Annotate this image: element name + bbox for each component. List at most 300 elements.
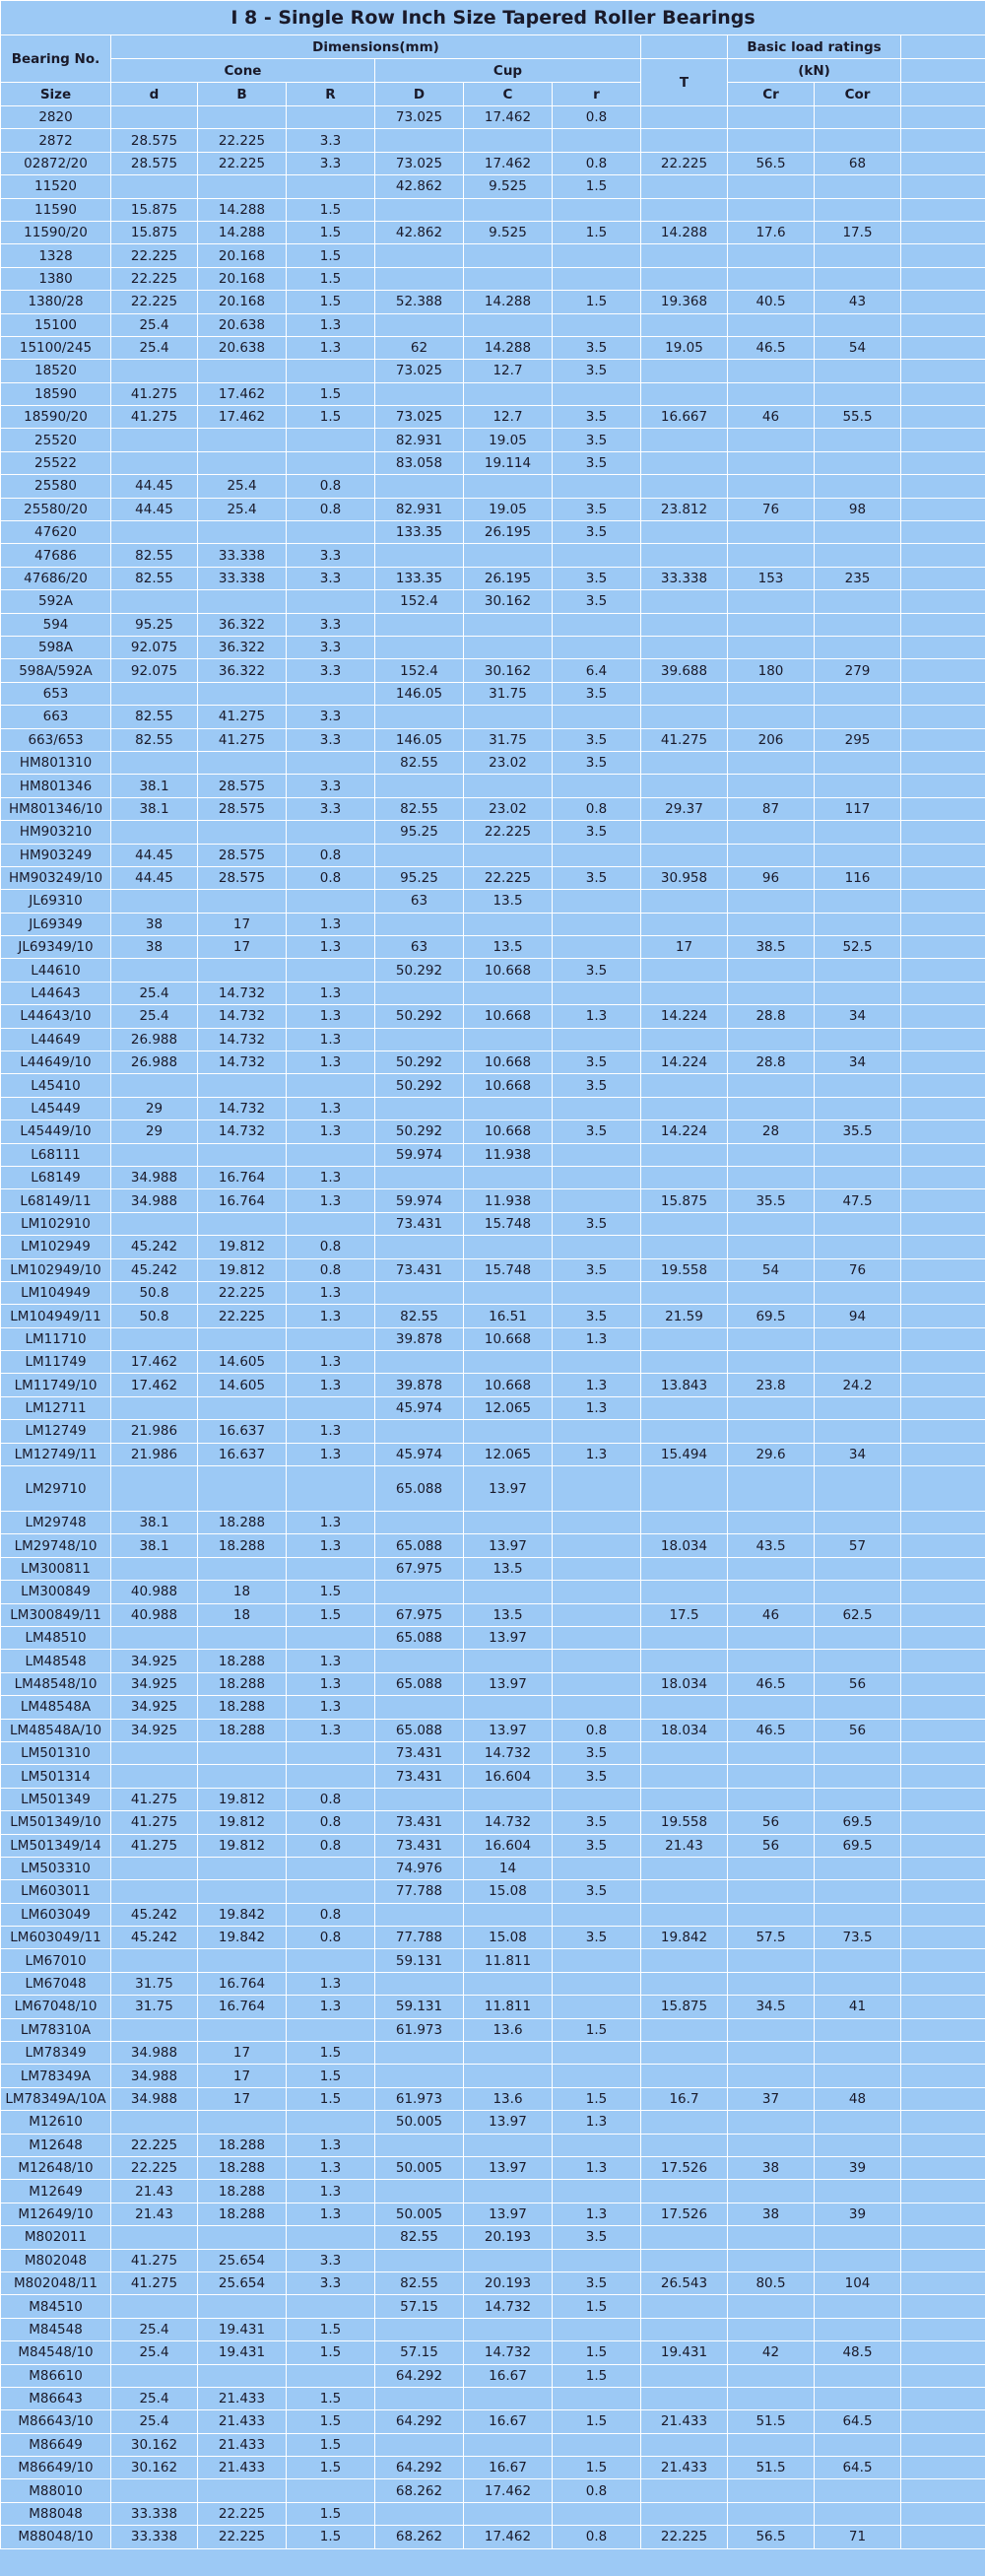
cell-Cor — [815, 1351, 901, 1374]
cell-D: 68.262 — [375, 2526, 464, 2548]
cell-size: M12610 — [1, 2111, 111, 2134]
table-row — [1, 1696, 985, 1719]
cell-R: 3.3 — [287, 659, 375, 682]
cell-R — [287, 1627, 375, 1650]
cell-empty — [901, 866, 985, 889]
cell-d: 82.55 — [111, 544, 198, 567]
cell-B: 14.732 — [198, 1051, 287, 1074]
cell-r: 1.3 — [553, 1327, 641, 1350]
cell-r — [553, 1949, 641, 1972]
cell-d: 31.75 — [111, 1972, 198, 1995]
cell-C — [464, 913, 553, 935]
cell-Cor — [815, 451, 901, 474]
cell-Cr — [728, 1351, 815, 1374]
table-row — [1, 706, 985, 728]
cell-size: LM104949 — [1, 1281, 111, 1304]
cell-C — [464, 2502, 553, 2525]
table-row — [1, 1327, 985, 1350]
cell-T — [641, 451, 728, 474]
cell-B: 21.433 — [198, 2433, 287, 2456]
cell-Cr: 96 — [728, 866, 815, 889]
cell-C: 14.288 — [464, 291, 553, 313]
cell-empty — [901, 567, 985, 589]
table-row — [1, 2502, 985, 2525]
cell-B: 18.288 — [198, 2180, 287, 2203]
table-row — [1, 2065, 985, 2087]
cell-empty — [901, 1097, 985, 1119]
cell-Cr — [728, 198, 815, 221]
cell-C: 13.97 — [464, 2111, 553, 2134]
cell-empty — [901, 1420, 985, 1443]
cell-C — [464, 1581, 553, 1603]
cell-r — [553, 1603, 641, 1626]
cell-T — [641, 1074, 728, 1097]
cell-r — [553, 1696, 641, 1719]
cell-empty — [901, 1327, 985, 1350]
cell-d — [111, 2364, 198, 2387]
cell-B — [198, 1741, 287, 1764]
cell-d — [111, 1765, 198, 1788]
cell-size: 25580/20 — [1, 498, 111, 520]
cell-Cor: 48 — [815, 2087, 901, 2110]
cell-R — [287, 1557, 375, 1580]
cell-Cr — [728, 2042, 815, 2065]
table-row — [1, 866, 985, 889]
cell-T — [641, 1741, 728, 1764]
cell-R: 1.3 — [287, 1281, 375, 1304]
cell-Cr — [728, 2318, 815, 2340]
cell-Cr — [728, 2018, 815, 2041]
cell-Cr — [728, 1097, 815, 1119]
cell-T — [641, 613, 728, 636]
cell-D: 74.976 — [375, 1857, 464, 1879]
cell-Cr: 51.5 — [728, 2410, 815, 2433]
cell-empty — [901, 913, 985, 935]
cell-B: 14.605 — [198, 1374, 287, 1396]
cell-R — [287, 2364, 375, 2387]
cell-r: 3.5 — [553, 1212, 641, 1235]
cell-Cr: 38 — [728, 2156, 815, 2179]
cell-empty — [901, 636, 985, 658]
cell-D: 67.975 — [375, 1557, 464, 1580]
cell-size: 18590 — [1, 382, 111, 405]
cell-size: L44649 — [1, 1028, 111, 1051]
table-row — [1, 2271, 985, 2294]
cell-Cr — [728, 175, 815, 198]
table-row — [1, 797, 985, 820]
cell-D: 73.025 — [375, 360, 464, 382]
cell-Cor — [815, 751, 901, 774]
cell-Cor — [815, 2111, 901, 2134]
cell-size: M12648 — [1, 2134, 111, 2156]
cell-r — [553, 636, 641, 658]
cell-R: 3.3 — [287, 129, 375, 152]
cell-R — [287, 521, 375, 544]
cell-r: 1.5 — [553, 221, 641, 243]
cell-Cor: 34 — [815, 1443, 901, 1465]
cell-R: 1.3 — [287, 1972, 375, 1995]
cell-R: 3.3 — [287, 613, 375, 636]
cell-R: 1.3 — [287, 313, 375, 336]
cell-size: M84548 — [1, 2318, 111, 2340]
cell-r: 3.5 — [553, 498, 641, 520]
cell-Cor — [815, 1097, 901, 1119]
cell-empty — [901, 2111, 985, 2134]
cell-B — [198, 2479, 287, 2502]
cell-empty — [901, 221, 985, 243]
cell-r — [553, 2387, 641, 2409]
cell-Cr: 42 — [728, 2341, 815, 2364]
cell-R — [287, 451, 375, 474]
cell-size: LM48548/10 — [1, 1672, 111, 1695]
cell-T — [641, 1650, 728, 1672]
cell-r: 3.5 — [553, 2271, 641, 2294]
cell-size: 11590 — [1, 198, 111, 221]
cell-B: 18.288 — [198, 1696, 287, 1719]
table-row — [1, 1949, 985, 1972]
cell-R — [287, 1765, 375, 1788]
cell-Cr: 17.6 — [728, 221, 815, 243]
cell-empty — [901, 267, 985, 290]
cell-d — [111, 521, 198, 544]
cell-d — [111, 1857, 198, 1879]
cell-d: 95.25 — [111, 613, 198, 636]
cell-T — [641, 244, 728, 267]
cell-r: 0.8 — [553, 152, 641, 174]
cell-R: 1.5 — [287, 2502, 375, 2525]
table-row — [1, 106, 985, 129]
cell-Cr: 38 — [728, 2203, 815, 2225]
cell-Cor — [815, 1143, 901, 1166]
cell-D — [375, 2249, 464, 2271]
table-row — [1, 521, 985, 544]
cell-C: 19.05 — [464, 498, 553, 520]
cell-empty — [901, 613, 985, 636]
cell-empty — [901, 1949, 985, 1972]
cell-r: 3.5 — [553, 1074, 641, 1097]
cell-T — [641, 429, 728, 451]
cell-B — [198, 175, 287, 198]
cell-d — [111, 360, 198, 382]
cell-B: 14.732 — [198, 982, 287, 1004]
cell-T — [641, 1351, 728, 1374]
cell-T — [641, 1212, 728, 1235]
cell-D — [375, 2502, 464, 2525]
cell-r — [553, 1420, 641, 1443]
cell-size: 598A/592A — [1, 659, 111, 682]
cell-size: HM801310 — [1, 751, 111, 774]
cell-T — [641, 382, 728, 405]
cell-Cor — [815, 313, 901, 336]
cell-D: 64.292 — [375, 2410, 464, 2433]
cell-D: 57.15 — [375, 2295, 464, 2318]
cell-empty — [901, 498, 985, 520]
cell-empty — [901, 1281, 985, 1304]
cell-R: 0.8 — [287, 498, 375, 520]
cell-C: 12.065 — [464, 1443, 553, 1465]
cell-B: 18.288 — [198, 1534, 287, 1557]
cell-B: 28.575 — [198, 775, 287, 797]
cell-d: 50.8 — [111, 1281, 198, 1304]
cell-T: 22.225 — [641, 152, 728, 174]
cell-empty — [901, 198, 985, 221]
cell-D — [375, 636, 464, 658]
cell-D: 83.058 — [375, 451, 464, 474]
cell-T — [641, 129, 728, 152]
cell-T — [641, 2479, 728, 2502]
cell-C — [464, 636, 553, 658]
cell-R: 3.3 — [287, 636, 375, 658]
cell-T — [641, 175, 728, 198]
cell-d: 29 — [111, 1120, 198, 1143]
cell-r — [553, 2134, 641, 2156]
cell-C: 9.525 — [464, 175, 553, 198]
cell-empty — [901, 1903, 985, 1926]
cell-d: 25.4 — [111, 313, 198, 336]
cell-d: 21.986 — [111, 1443, 198, 1465]
cell-d: 92.075 — [111, 636, 198, 658]
cell-size: LM48548A/10 — [1, 1719, 111, 1741]
table-row — [1, 544, 985, 567]
cell-empty — [901, 1581, 985, 1603]
cell-Cr — [728, 451, 815, 474]
cell-B — [198, 1949, 287, 1972]
cell-T — [641, 751, 728, 774]
cell-size: L44610 — [1, 959, 111, 982]
cell-D — [375, 613, 464, 636]
cell-size: LM12711 — [1, 1396, 111, 1419]
cell-Cor — [815, 2502, 901, 2525]
cell-Cor — [815, 544, 901, 567]
table-row — [1, 1788, 985, 1810]
cell-d: 41.275 — [111, 382, 198, 405]
table-row — [1, 728, 985, 751]
cell-Cor: 117 — [815, 797, 901, 820]
cell-B: 19.842 — [198, 1927, 287, 1949]
cell-Cr — [728, 821, 815, 844]
cell-empty — [901, 382, 985, 405]
cell-Cor: 56 — [815, 1672, 901, 1695]
cell-size: 47620 — [1, 521, 111, 544]
cell-r — [553, 936, 641, 959]
table-row — [1, 1097, 985, 1119]
cell-d: 33.338 — [111, 2502, 198, 2525]
table-row — [1, 267, 985, 290]
cell-R — [287, 1741, 375, 1764]
cell-Cr — [728, 475, 815, 498]
cell-r: 3.5 — [553, 728, 641, 751]
cell-T: 23.812 — [641, 498, 728, 520]
cell-D: 77.788 — [375, 1880, 464, 1903]
cell-B — [198, 2364, 287, 2387]
table-row — [1, 475, 985, 498]
cell-D: 42.862 — [375, 221, 464, 243]
cell-T — [641, 1903, 728, 1926]
cell-Cr — [728, 751, 815, 774]
cell-Cr — [728, 244, 815, 267]
cell-D — [375, 2387, 464, 2409]
table-row — [1, 890, 985, 913]
cell-Cor: 235 — [815, 567, 901, 589]
cell-B: 18.288 — [198, 1650, 287, 1672]
table-row — [1, 2479, 985, 2502]
cell-r — [553, 1281, 641, 1304]
cell-r: 1.3 — [553, 1374, 641, 1396]
cell-empty — [901, 429, 985, 451]
header-cup: Cup — [375, 59, 641, 83]
cell-T: 33.338 — [641, 567, 728, 589]
cell-d: 40.988 — [111, 1581, 198, 1603]
cell-Cr — [728, 1627, 815, 1650]
cell-d — [111, 1327, 198, 1350]
cell-empty — [901, 2410, 985, 2433]
cell-B: 33.338 — [198, 567, 287, 589]
cell-d: 82.55 — [111, 728, 198, 751]
cell-empty — [901, 1351, 985, 1374]
cell-size: LM29748/10 — [1, 1534, 111, 1557]
cell-T — [641, 1880, 728, 1903]
cell-Cr: 54 — [728, 1258, 815, 1281]
cell-size: LM503310 — [1, 1857, 111, 1879]
cell-Cr — [728, 1650, 815, 1672]
cell-C: 13.6 — [464, 2087, 553, 2110]
cell-Cor: 68 — [815, 152, 901, 174]
cell-empty — [901, 1396, 985, 1419]
table-row — [1, 382, 985, 405]
cell-R: 3.3 — [287, 706, 375, 728]
cell-T: 30.958 — [641, 866, 728, 889]
cell-R — [287, 1857, 375, 1879]
cell-T: 15.494 — [641, 1443, 728, 1465]
cell-C: 14.732 — [464, 2295, 553, 2318]
cell-B: 19.812 — [198, 1834, 287, 1857]
cell-R: 0.8 — [287, 1236, 375, 1258]
cell-Cr — [728, 2226, 815, 2249]
cell-T: 19.558 — [641, 1811, 728, 1834]
cell-Cor — [815, 382, 901, 405]
cell-C: 13.5 — [464, 1557, 553, 1580]
cell-r — [553, 244, 641, 267]
cell-empty — [901, 1857, 985, 1879]
cell-empty — [901, 1880, 985, 1903]
cell-d — [111, 429, 198, 451]
cell-B: 19.812 — [198, 1811, 287, 1834]
cell-Cr — [728, 429, 815, 451]
cell-B: 18.288 — [198, 2134, 287, 2156]
cell-empty — [901, 1603, 985, 1626]
cell-d — [111, 1741, 198, 1764]
cell-d — [111, 821, 198, 844]
cell-B — [198, 959, 287, 982]
cell-empty — [901, 1719, 985, 1741]
cell-Cor: 69.5 — [815, 1811, 901, 1834]
cell-size: 47686/20 — [1, 567, 111, 589]
cell-Cor — [815, 590, 901, 613]
cell-T — [641, 844, 728, 866]
cell-C: 10.668 — [464, 1005, 553, 1028]
cell-r: 1.3 — [553, 2156, 641, 2179]
cell-R: 1.3 — [287, 1420, 375, 1443]
cell-r: 0.8 — [553, 1719, 641, 1741]
cell-D: 50.005 — [375, 2203, 464, 2225]
cell-size: LM300849/11 — [1, 1603, 111, 1626]
cell-Cr — [728, 1281, 815, 1304]
cell-empty — [901, 544, 985, 567]
cell-T: 16.7 — [641, 2087, 728, 2110]
cell-R: 1.3 — [287, 1189, 375, 1212]
cell-C: 13.97 — [464, 1466, 553, 1512]
cell-D — [375, 2180, 464, 2203]
cell-r: 1.5 — [553, 2018, 641, 2041]
cell-R — [287, 1074, 375, 1097]
cell-C: 16.51 — [464, 1305, 553, 1327]
cell-T: 17.526 — [641, 2156, 728, 2179]
cell-Cr — [728, 106, 815, 129]
cell-d: 28.575 — [111, 152, 198, 174]
cell-R: 1.5 — [287, 2065, 375, 2087]
cell-Cr — [728, 1420, 815, 1443]
cell-D — [375, 844, 464, 866]
cell-Cr: 35.5 — [728, 1189, 815, 1212]
cell-size: 25520 — [1, 429, 111, 451]
cell-C: 13.5 — [464, 936, 553, 959]
cell-Cor — [815, 2226, 901, 2249]
cell-size: LM78349A — [1, 2065, 111, 2087]
cell-R: 1.3 — [287, 1305, 375, 1327]
cell-Cr — [728, 2295, 815, 2318]
cell-Cr: 37 — [728, 2087, 815, 2110]
cell-R: 1.3 — [287, 1443, 375, 1465]
cell-Cr — [728, 1396, 815, 1419]
cell-R — [287, 751, 375, 774]
cell-D — [375, 1420, 464, 1443]
cell-R: 1.3 — [287, 2156, 375, 2179]
cell-empty — [901, 2457, 985, 2479]
cell-d: 41.275 — [111, 2271, 198, 2294]
table-row — [1, 1903, 985, 1926]
cell-Cr — [728, 636, 815, 658]
table-row — [1, 1212, 985, 1235]
cell-R — [287, 890, 375, 913]
cell-B: 33.338 — [198, 544, 287, 567]
table-row — [1, 959, 985, 982]
cell-C — [464, 2387, 553, 2409]
cell-d — [111, 1074, 198, 1097]
table-row — [1, 198, 985, 221]
cell-D: 82.55 — [375, 797, 464, 820]
cell-size: LM67010 — [1, 1949, 111, 1972]
cell-R — [287, 1212, 375, 1235]
cell-Cr: 23.8 — [728, 1374, 815, 1396]
cell-size: L45410 — [1, 1074, 111, 1097]
table-row — [1, 498, 985, 520]
cell-Cr: 69.5 — [728, 1305, 815, 1327]
cell-T: 26.543 — [641, 2271, 728, 2294]
cell-empty — [901, 2271, 985, 2294]
table-row — [1, 175, 985, 198]
cell-d: 34.925 — [111, 1719, 198, 1741]
table-row — [1, 1396, 985, 1419]
cell-C — [464, 313, 553, 336]
cell-C — [464, 613, 553, 636]
cell-r — [553, 1236, 641, 1258]
cell-D: 61.973 — [375, 2087, 464, 2110]
cell-d: 34.988 — [111, 2042, 198, 2065]
cell-Cr — [728, 267, 815, 290]
cell-D: 133.35 — [375, 567, 464, 589]
cell-size: 598A — [1, 636, 111, 658]
cell-C: 19.05 — [464, 429, 553, 451]
